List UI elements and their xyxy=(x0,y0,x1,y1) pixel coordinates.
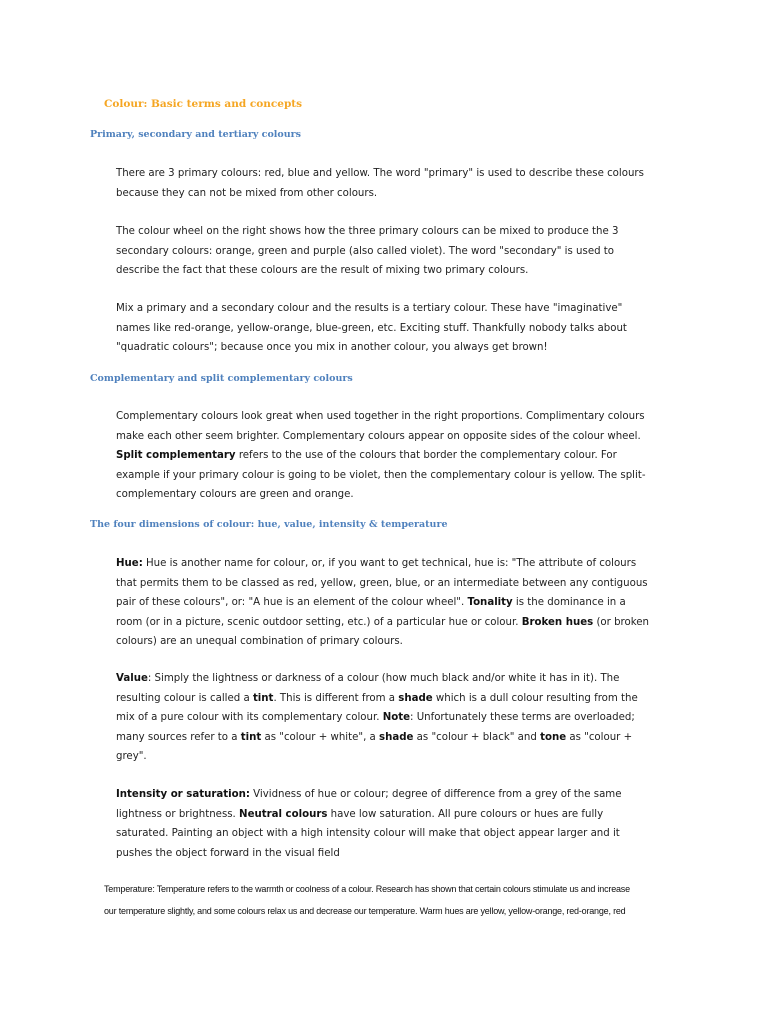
text-run: pair of these colours", or: "A hue is an element of the colour wheel". xyxy=(116,597,468,608)
section-heading-complementary: Complementary and split complementary colours xyxy=(90,373,353,384)
paragraph-value xyxy=(116,669,656,767)
text-line: Complementary colours look great when used together in the right proportions. Complimentary colours xyxy=(116,411,645,422)
paragraph-colour-wheel xyxy=(116,222,656,281)
text-line: secondary colours: orange, green and purple (also called violet). The word "secondary" is used to xyxy=(116,245,615,257)
text-run: Vividness of hue or colour; degree of difference from a grey of the same xyxy=(249,789,622,800)
text-line: complementary colours are green and orange. xyxy=(116,489,354,500)
text-line: names like red-orange, yellow-orange, blue-green, etc. Exciting stuff. Thankfully nobody talks about xyxy=(116,322,627,334)
text-run: room (or in a picture, scenic outdoor setting, etc.) of a particular hue or colour. xyxy=(116,616,522,628)
text-line xyxy=(116,669,656,689)
text-line: Temperature: Temperature refers to the warmth or coolness of a colour. Research has shown that certain colours stimulate us and increase xyxy=(104,884,630,894)
text-line: example if your primary colour is going to be violet, then the complementary colour is yellow. The split- xyxy=(116,469,646,481)
text-line: "quadratic colours"; because once you mix in another colour, you always get brown! xyxy=(116,342,548,353)
text-run: : Simply the lightness or darkness of a colour (how much black and/or white it has in it). The xyxy=(147,673,620,684)
text-run: as "colour + black" and xyxy=(413,731,541,743)
bold-term-shade: shade xyxy=(379,731,414,743)
text-line xyxy=(116,708,656,728)
page-title: Colour: Basic terms and concepts xyxy=(104,98,303,110)
paragraph-primary-intro xyxy=(116,164,656,203)
text-line xyxy=(116,689,656,709)
text-line: colours) are an unequal combination of primary colours. xyxy=(116,636,403,647)
paragraph-intensity xyxy=(116,785,656,863)
text-line: describe the fact that these colours are the result of mixing two primary colours. xyxy=(116,265,529,276)
text-line xyxy=(116,728,656,748)
text-line xyxy=(116,785,656,805)
text-run: which is a dull colour resulting from the xyxy=(432,692,638,704)
bold-term-tonality: Tonality xyxy=(467,597,513,608)
text-line: grey". xyxy=(116,751,147,762)
bold-term-note: Note xyxy=(382,712,411,723)
text-run: as "colour + white", a xyxy=(261,731,380,743)
text-line: The colour wheel on the right shows how the three primary colours can be mixed to produce the 3 xyxy=(116,226,619,237)
text-run: refers to the use of the colours that border the complementary colour. For xyxy=(235,450,617,461)
text-run: mix of a pure colour with its complementary colour. xyxy=(116,712,383,723)
text-line: make each other seem brighter. Complementary colours appear on opposite sides of the colour wheel. xyxy=(116,430,641,442)
section-heading-dimensions: The four dimensions of colour: hue, value, intensity & temperature xyxy=(90,519,448,530)
text-line xyxy=(116,805,656,825)
text-run: . This is different from a xyxy=(273,692,399,704)
bold-term-tint: tint xyxy=(252,692,274,704)
section-heading-primary: Primary, secondary and tertiary colours xyxy=(90,129,302,140)
text-run: many sources refer to a xyxy=(116,731,241,743)
text-line xyxy=(116,554,656,574)
paragraph-tertiary xyxy=(116,299,656,358)
paragraph-temperature xyxy=(104,878,684,922)
text-line xyxy=(116,446,656,466)
bold-term-value: Value xyxy=(116,673,148,684)
bold-term-broken-hues: Broken hues xyxy=(521,616,594,628)
text-line: Mix a primary and a secondary colour and the results is a tertiary colour. These have "imaginative" xyxy=(116,303,623,314)
text-line: because they can not be mixed from other colours. xyxy=(116,187,378,199)
text-run: resulting colour is called a xyxy=(116,692,253,704)
text-line: our temperature slightly, and some colours relax us and decrease our temperature. Warm hues are yellow, yellow-orange, red-orange, red xyxy=(104,906,626,916)
text-line xyxy=(116,613,656,633)
paragraph-complementary xyxy=(116,407,656,505)
bold-term-split-complementary: Split complementary xyxy=(116,450,236,461)
text-run: as "colour + xyxy=(566,731,633,743)
text-line: saturated. Painting an object with a high intensity colour will make that object appear larger and it xyxy=(116,828,620,839)
text-line: that permits them to be classed as red, yellow, green, blue, or an intermediate between any contiguous xyxy=(116,577,648,589)
text-line: pushes the object forward in the visual field xyxy=(116,847,340,859)
text-run: (or broken xyxy=(593,616,650,628)
text-run: have low saturation. All pure colours or hues are fully xyxy=(327,808,604,820)
bold-term-neutral-colours: Neutral colours xyxy=(239,808,328,820)
text-run: Hue is another name for colour, or, if you want to get technical, hue is: "The attribute of colours xyxy=(142,558,637,569)
text-line xyxy=(116,593,656,613)
bold-term-intensity: Intensity or saturation: xyxy=(116,789,250,800)
bold-term-tint: tint xyxy=(240,731,262,743)
text-run: : Unfortunately these terms are overloaded; xyxy=(410,712,635,723)
bold-term-tone: tone xyxy=(540,731,567,743)
text-run: lightness or brightness. xyxy=(116,808,240,820)
paragraph-hue xyxy=(116,554,656,652)
text-run: is the dominance in a xyxy=(512,597,626,608)
bold-term-shade: shade xyxy=(398,692,433,704)
text-line: There are 3 primary colours: red, blue and yellow. The word "primary" is used to describe these colours xyxy=(116,168,644,179)
bold-term-hue: Hue: xyxy=(116,558,143,569)
